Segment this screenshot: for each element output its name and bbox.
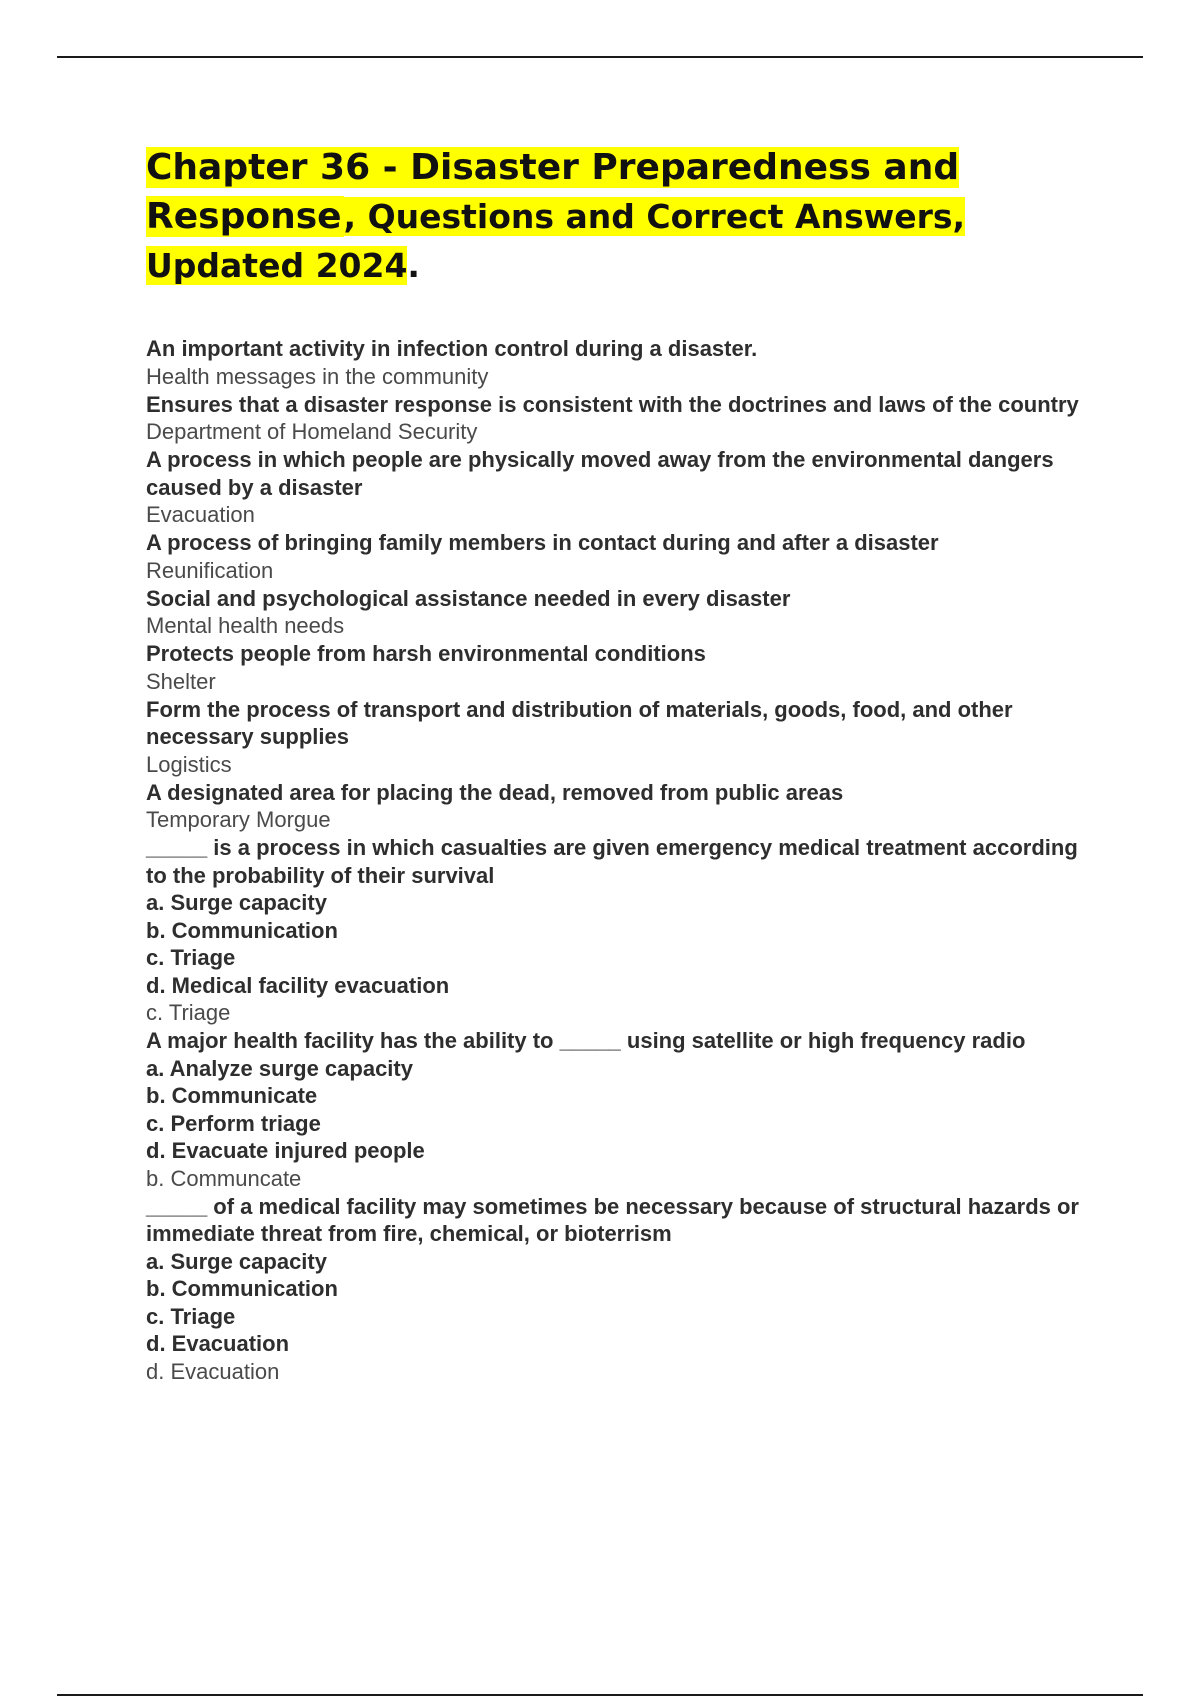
qa-item — [146, 834, 1101, 1027]
qa-item — [146, 1027, 1101, 1193]
option: d. Evacuate injured people — [146, 1138, 425, 1163]
option: c. Perform triage — [146, 1110, 321, 1136]
answer: Mental health needs — [146, 613, 345, 638]
answer: c. Triage — [146, 1000, 231, 1025]
answer: d. Evacuation — [146, 1358, 280, 1384]
option: a. Analyze surge capacity — [146, 1055, 413, 1081]
title-main: Chapter 36 - Disaster Preparedness and Response — [146, 147, 960, 237]
question: A process of bringing family members in contact during and after a disaster — [146, 530, 939, 555]
answer: Temporary Morgue — [146, 807, 331, 832]
qa-item — [146, 391, 1101, 447]
option: c. Triage — [146, 945, 236, 970]
question: Protects people from harsh environmental conditions — [146, 641, 706, 666]
qa-item — [146, 529, 1101, 585]
question: Form the process of transport and distribution of materials, goods, food, and other necessary supplies — [146, 696, 1013, 749]
option: a. Surge capacity — [146, 890, 327, 915]
answer: b. Communcate — [146, 1165, 302, 1191]
question: A process in which people are physically moved away from the environmental dangers caused by a disaster — [146, 447, 1054, 500]
qa-item — [146, 1193, 1101, 1386]
question: _____ of a medical facility may sometimes be necessary because of structural hazards or immediate threat from fire, chemical, or bioterrism — [146, 1193, 1079, 1246]
page-title — [146, 143, 1101, 290]
answer: Evacuation — [146, 502, 255, 527]
option: d. Evacuation — [146, 1331, 290, 1356]
answer: Shelter — [146, 668, 216, 694]
question: An important activity in infection control during a disaster. — [146, 336, 758, 361]
title-period: . — [407, 246, 420, 285]
answer: Reunification — [146, 557, 274, 583]
top-divider — [57, 56, 1143, 58]
question: A major health facility has the ability to _____ using satellite or high frequency radio — [146, 1028, 1026, 1053]
answer: Department of Homeland Security — [146, 419, 478, 444]
question: A designated area for placing the dead, removed from public areas — [146, 779, 844, 805]
option: b. Communication — [146, 1276, 338, 1301]
qa-item — [146, 585, 1101, 641]
question: _____ is a process in which casualties are given emergency medical treatment according to the probability of their survival — [146, 835, 1078, 888]
document-body — [146, 143, 1101, 1386]
question: Social and psychological assistance needed in every disaster — [146, 585, 791, 611]
qa-list — [146, 335, 1101, 1386]
qa-item — [146, 335, 1101, 391]
answer: Health messages in the community — [146, 363, 489, 389]
option: b. Communicate — [146, 1083, 318, 1108]
bottom-divider — [57, 1694, 1143, 1696]
qa-item — [146, 446, 1101, 529]
option: b. Communication — [146, 917, 338, 943]
option: c. Triage — [146, 1303, 236, 1329]
qa-item — [146, 779, 1101, 835]
answer: Logistics — [146, 751, 232, 777]
option: a. Surge capacity — [146, 1248, 327, 1274]
title-rest: , Questions and Correct Answers, Updated 2024 — [146, 197, 966, 285]
option: d. Medical facility evacuation — [146, 972, 450, 998]
qa-item — [146, 640, 1101, 696]
qa-item — [146, 696, 1101, 779]
question: Ensures that a disaster response is consistent with the doctrines and laws of the country — [146, 391, 1079, 417]
